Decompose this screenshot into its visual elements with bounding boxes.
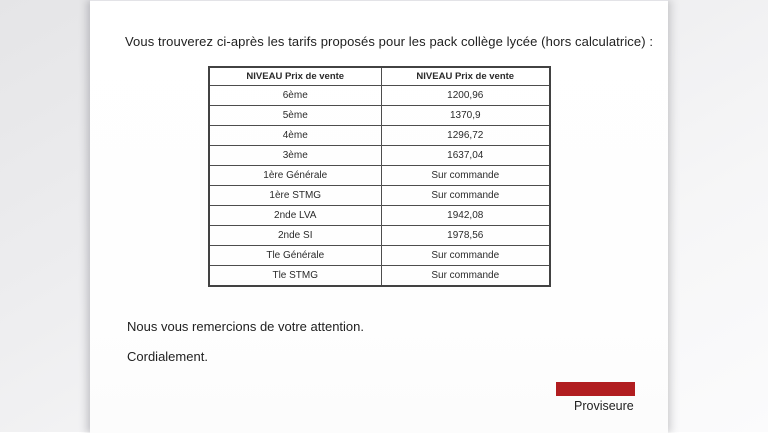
table-row — [209, 246, 550, 266]
level-cell: Tle STMG — [209, 266, 381, 287]
closing-paragraph: Cordialement. — [127, 349, 208, 364]
column-header-price: NIVEAU Prix de vente — [381, 67, 550, 86]
table-row — [209, 166, 550, 186]
level-cell: 3ème — [209, 146, 381, 166]
level-cell: 4ème — [209, 126, 381, 146]
redacted-name-box — [556, 382, 635, 396]
intro-paragraph: Vous trouverez ci-après les tarifs proposés pour les pack collège lycée (hors calculatrice) : — [125, 34, 654, 49]
price-cell: Sur commande — [381, 246, 550, 266]
price-cell: 1370,9 — [381, 106, 550, 126]
table-row — [209, 146, 550, 166]
table-row — [209, 126, 550, 146]
price-cell: 1978,56 — [381, 226, 550, 246]
table-row — [209, 106, 550, 126]
table-row — [209, 226, 550, 246]
table-row — [209, 266, 550, 287]
table-row — [209, 206, 550, 226]
price-table-body — [209, 86, 550, 287]
level-cell: 6ème — [209, 86, 381, 106]
level-cell: Tle Générale — [209, 246, 381, 266]
table-row — [209, 86, 550, 106]
price-cell: 1942,08 — [381, 206, 550, 226]
thanks-paragraph: Nous vous remercions de votre attention. — [127, 319, 365, 334]
price-cell: Sur commande — [381, 186, 550, 206]
level-cell: 1ère STMG — [209, 186, 381, 206]
signature-block — [556, 382, 666, 413]
column-header-level: NIVEAU Prix de vente — [209, 67, 381, 86]
signature-title: Proviseure — [574, 399, 634, 413]
price-table — [208, 66, 551, 287]
price-cell: 1296,72 — [381, 126, 550, 146]
level-cell: 2nde LVA — [209, 206, 381, 226]
document-page — [90, 0, 668, 433]
level-cell: 2nde SI — [209, 226, 381, 246]
table-header-row — [209, 67, 550, 86]
level-cell: 5ème — [209, 106, 381, 126]
level-cell: 1ère Générale — [209, 166, 381, 186]
table-row — [209, 186, 550, 206]
price-cell: Sur commande — [381, 266, 550, 287]
price-cell: 1200,96 — [381, 86, 550, 106]
price-cell: Sur commande — [381, 166, 550, 186]
price-cell: 1637,04 — [381, 146, 550, 166]
